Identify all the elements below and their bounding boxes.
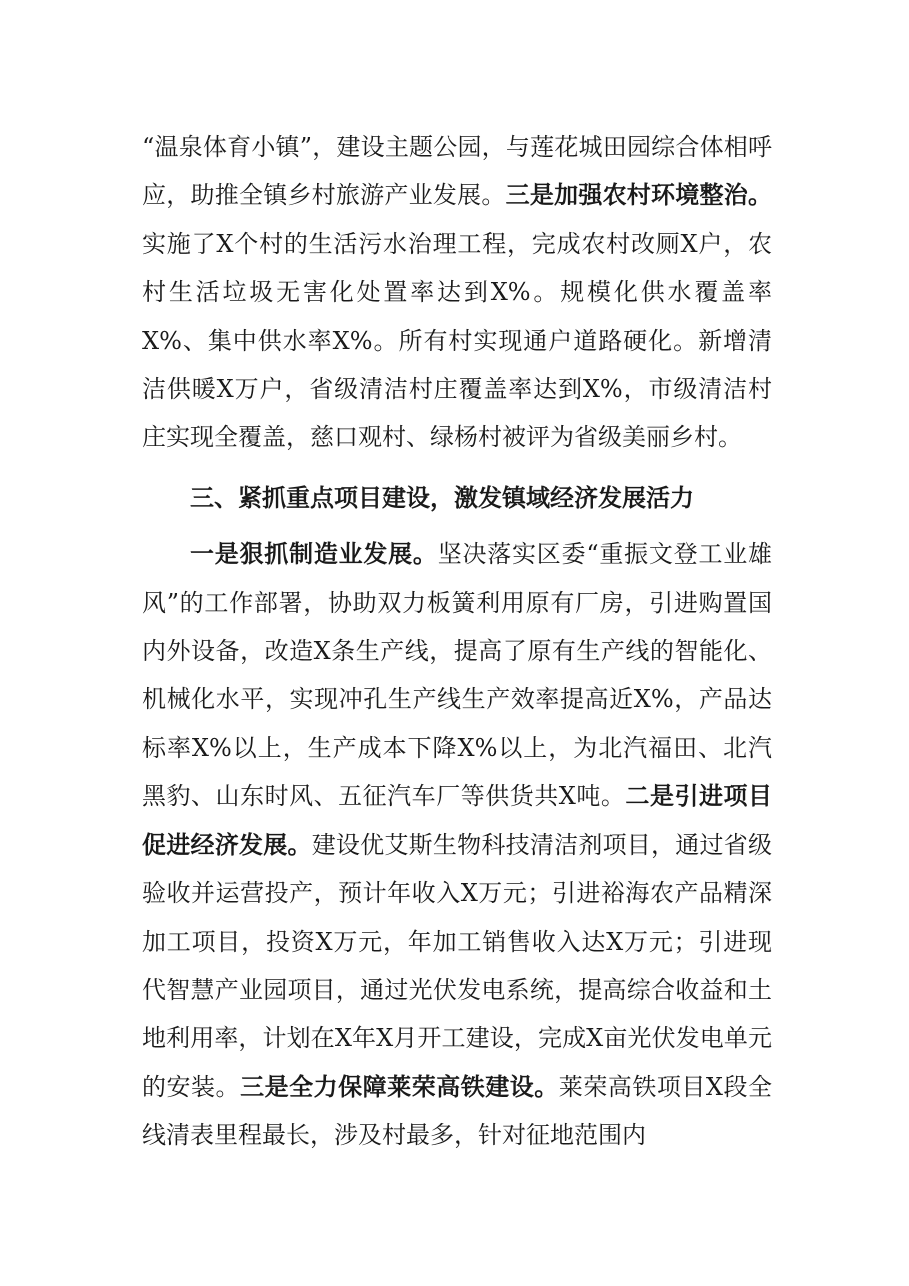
bold-lead-environment: 三是加强农村环境整治。: [505, 180, 773, 210]
bold-lead-projects: 二是引进项目促进经济发展。: [142, 781, 773, 859]
section-heading: 三、紧抓重点项目建设，激发镇域经济发展活力: [190, 482, 694, 512]
paragraph-rural-tourism-environment: [142, 123, 772, 462]
bold-lead-railway: 三是全力保障莱荣高铁建设。: [240, 1071, 559, 1101]
paragraph-text: 实施了X个村的生活污水治理工程，完成农村改厕X户，农村生活垃圾无害化处置率达到X%。规模化供水覆盖率X%、集中供水率X%。所有村实现通户道路硬化。新增清洁供暖X万户，省级清洁村庄覆盖率达到X%，市级清洁村庄实现全覆盖，慈口观村、绿杨村被评为省级美丽乡村。: [142, 229, 772, 452]
bold-lead-manufacturing: 一是狠抓制造业发展。: [190, 539, 438, 569]
paragraph-text: 莱荣高铁项目X段全线清表里程最长，涉及村最多，针对征地范围内: [142, 1072, 773, 1150]
paragraph-text: “温泉体育小镇”，建设主题公园，与莲花城田园综合体相呼应，助推全镇乡村旅游产业发展。: [142, 133, 772, 210]
paragraph-key-projects: [142, 530, 772, 1159]
document-body: [142, 123, 772, 1160]
paragraph-text: 建设优艾斯生物科技清洁剂项目，通过省级验收并运营投产，预计年收入X万元；引进裕海农产品精深加工项目，投资X万元，年加工销售收入达X万元；引进现代智慧产业园项目，通过光伏发电系统，提高综合收益和土地利用率，计划在X年X月开工建设，完成X亩光伏发电单元的安装。: [142, 830, 773, 1101]
paragraph-text: 坚决落实区委“重振文登工业雄风”的工作部署，协助双力板簧利用原有厂房，引进购置国内外设备，改造X条生产线，提高了原有生产线的智能化、机械化水平，实现冲孔生产线生产效率提高近X%，产品达标率X%以上，生产成本下降X%以上，为北汽福田、北汽黑豹、山东时风、五征汽车厂等供货共X吨。: [142, 540, 772, 811]
